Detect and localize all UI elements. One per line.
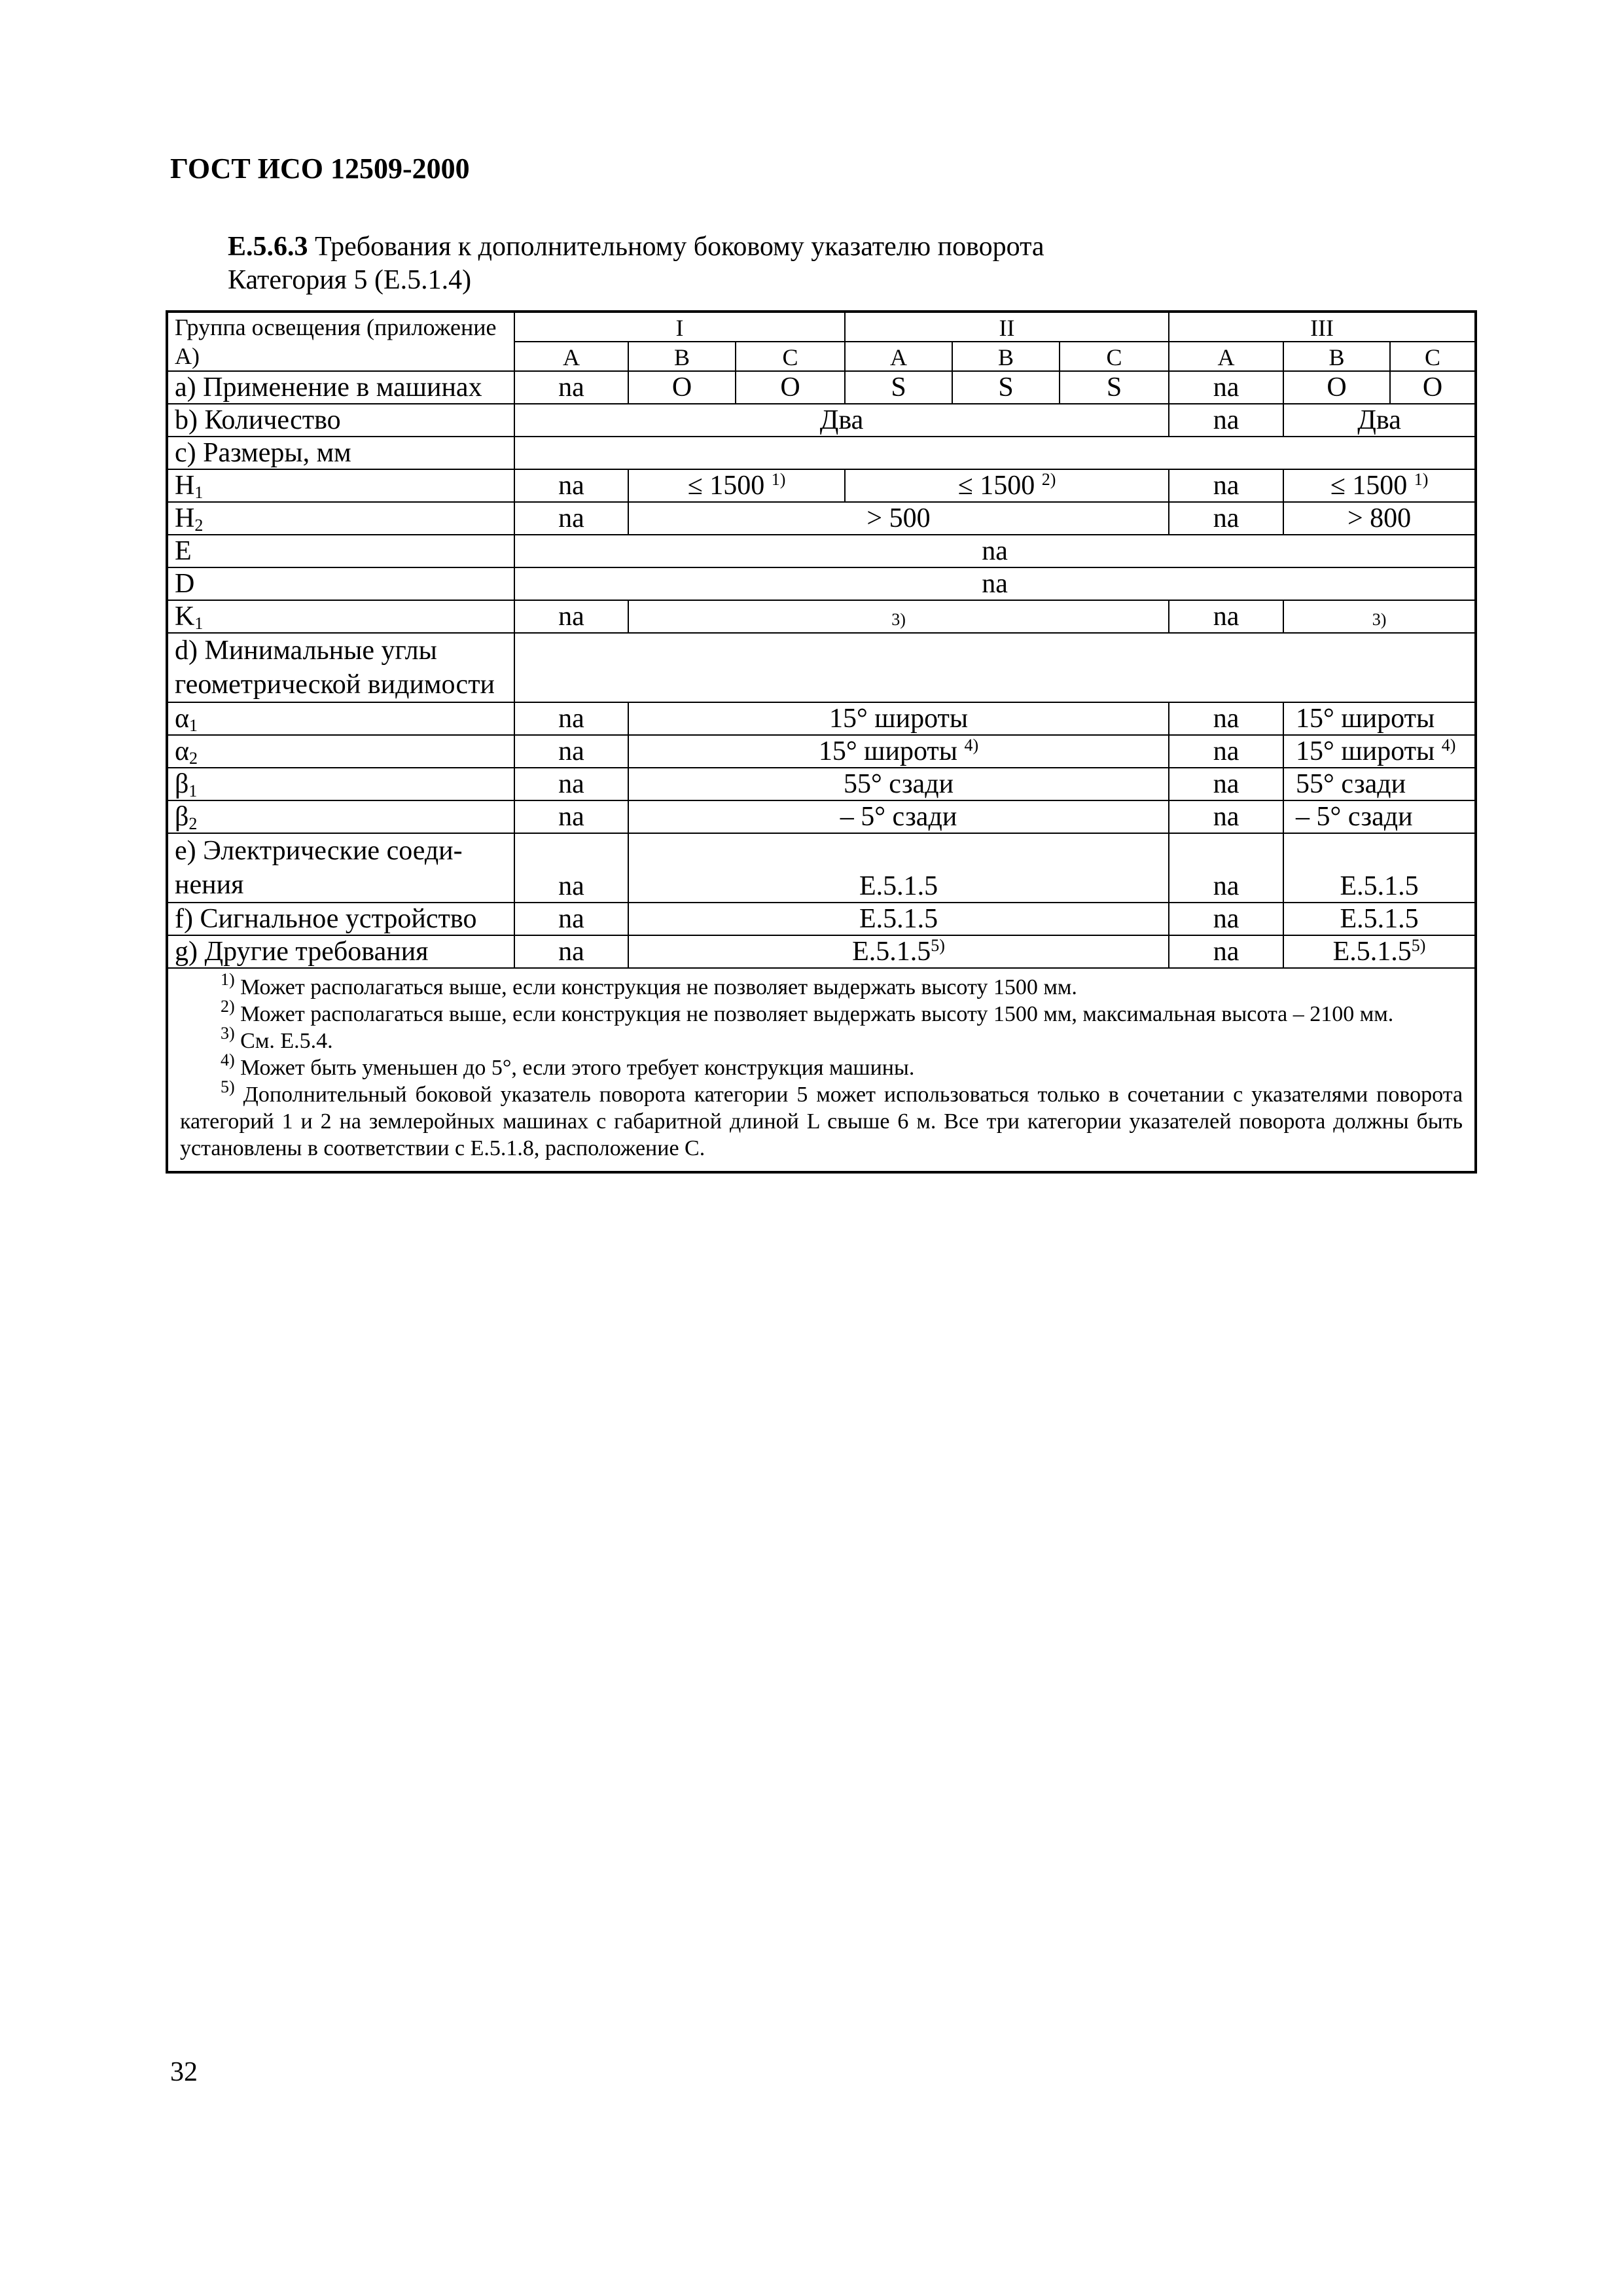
table-cell: S [845, 371, 952, 404]
label-text: H [175, 471, 195, 501]
table-cell: na [514, 903, 628, 935]
row-label [167, 768, 514, 800]
table-cell-empty [514, 633, 1476, 702]
table-cell: 15° широты [628, 702, 1169, 735]
footnotes-cell [167, 968, 1476, 1172]
table-cell: na [514, 371, 628, 404]
table-cell: E.5.1.5 [628, 833, 1169, 903]
row-label [167, 469, 514, 502]
label-text: H [175, 503, 195, 533]
table-cell [628, 469, 845, 502]
table-cell: na [514, 833, 628, 903]
footnote-text: Может располагаться выше, если конструкция не позволяет выдержать высоту 1500 мм. [240, 975, 1077, 999]
row-other [167, 935, 1476, 968]
subgroup-header: C [736, 342, 845, 371]
table-cell: O [1283, 371, 1390, 404]
table-cell: na [1169, 903, 1283, 935]
row-label [167, 800, 514, 833]
table-cell: na [514, 735, 628, 768]
table-cell: na [514, 469, 628, 502]
label-subscript: 1 [189, 716, 198, 735]
label-text: α [175, 736, 190, 766]
table-cell: E.5.1.5 [628, 903, 1169, 935]
table-cell: Два [514, 404, 1169, 437]
footnote [180, 970, 1463, 1001]
section-heading [228, 230, 1044, 263]
row-label: d) Минимальные углы геометрической видимости [167, 633, 514, 702]
footnote-mark: 5) [221, 1077, 235, 1096]
document-header: ГОСТ ИСО 12509-2000 [170, 152, 470, 185]
table-cell: na [514, 935, 628, 968]
row-e [167, 535, 1476, 567]
footnote-text: Может располагаться выше, если конструкция не позволяет выдержать высоту 1500 мм, максимальная высота – 2100 мм. [240, 1002, 1394, 1026]
label-subscript: 2 [188, 814, 198, 833]
cell-value: 15° широты [818, 736, 957, 766]
table-cell [1283, 735, 1476, 768]
footnote-mark: 3) [221, 1024, 235, 1043]
row-alpha1 [167, 702, 1476, 735]
table-cell: S [952, 371, 1060, 404]
row-label [167, 600, 514, 633]
footnote [180, 1024, 1463, 1054]
cell-value: 15° широты [1296, 736, 1435, 766]
label-text: β [175, 802, 189, 832]
table-cell [628, 735, 1169, 768]
table-cell: na [1169, 935, 1283, 968]
table-cell [1283, 600, 1476, 633]
label-text: β [175, 769, 189, 799]
subgroup-header: C [1060, 342, 1169, 371]
table-cell: O [1390, 371, 1476, 404]
table-cell: S [1060, 371, 1169, 404]
table-cell: na [1169, 800, 1283, 833]
table-cell: na [1169, 404, 1283, 437]
label-text: K [175, 601, 195, 632]
section-title: Требования к дополнительному боковому указателю поворота [315, 232, 1044, 262]
cell-value: ≤ 1500 [1330, 471, 1408, 501]
footnote-ref: 4) [1441, 736, 1456, 755]
row-beta1 [167, 768, 1476, 800]
table-cell: na [514, 768, 628, 800]
row-h2 [167, 502, 1476, 535]
row-electrical [167, 833, 1476, 903]
table-cell: na [1169, 833, 1283, 903]
row-visibility-angles [167, 633, 1476, 702]
table-cell: – 5° сзади [1283, 800, 1476, 833]
label-subscript: 1 [194, 614, 204, 633]
table-cell [628, 935, 1169, 968]
group-header-2: II [845, 312, 1169, 342]
row-label: D [167, 567, 514, 600]
table-cell: na [1169, 469, 1283, 502]
table-cell: – 5° сзади [628, 800, 1169, 833]
row-quantity [167, 404, 1476, 437]
category-line: Категория 5 (E.5.1.4) [228, 265, 472, 295]
cell-value: ≤ 1500 [687, 471, 765, 501]
row-d [167, 567, 1476, 600]
footnote-ref: 3) [1372, 610, 1387, 629]
footnote-ref: 5) [1411, 936, 1426, 955]
label-text: α [175, 704, 190, 734]
row-label: g) Другие требования [167, 935, 514, 968]
row-label: c) Размеры, мм [167, 437, 514, 469]
row-h1 [167, 469, 1476, 502]
table-cell: na [514, 800, 628, 833]
subgroup-header: B [952, 342, 1060, 371]
table-cell: na [514, 502, 628, 535]
footnote-ref: 3) [891, 610, 906, 629]
table-cell [1283, 469, 1476, 502]
row-label: a) Применение в машинах [167, 371, 514, 404]
row-label [167, 702, 514, 735]
table-cell-empty [514, 437, 1476, 469]
table-cell: O [736, 371, 845, 404]
footnote [180, 997, 1463, 1028]
table-cell [1283, 935, 1476, 968]
table-cell: na [1169, 371, 1283, 404]
table-cell: na [1169, 735, 1283, 768]
header-row-groups [167, 312, 1476, 342]
row-label [167, 502, 514, 535]
page-number: 32 [170, 2057, 198, 2087]
cell-value: E.5.1.5 [852, 937, 931, 967]
footnote [180, 1050, 1463, 1081]
row-label: f) Сигнальное устройство [167, 903, 514, 935]
table-cell: 15° широты [1283, 702, 1476, 735]
row-alpha2 [167, 735, 1476, 768]
table-cell: na [514, 702, 628, 735]
footnote-text: См. E.5.4. [240, 1029, 333, 1053]
subgroup-header: A [514, 342, 628, 371]
table-cell: na [514, 535, 1476, 567]
table-cell: na [1169, 600, 1283, 633]
footnote-mark: 1) [221, 970, 235, 989]
section-number: E.5.6.3 [228, 232, 308, 262]
table-cell: na [514, 567, 1476, 600]
footnote-ref: 5) [931, 936, 945, 955]
footnotes-row [167, 968, 1476, 1172]
cell-value: E.5.1.5 [1332, 937, 1412, 967]
footnote-ref: 4) [964, 736, 979, 755]
footnote [180, 1077, 1463, 1162]
row-label [167, 735, 514, 768]
table-cell [845, 469, 1169, 502]
row-signal [167, 903, 1476, 935]
table-cell: na [1169, 502, 1283, 535]
footnote-ref: 2) [1041, 470, 1056, 489]
table-cell: na [1169, 768, 1283, 800]
subgroup-header: B [628, 342, 736, 371]
group-header-3: III [1169, 312, 1476, 342]
row-label: b) Количество [167, 404, 514, 437]
footnote-text: Дополнительный боковой указатель поворота категории 5 может использоваться только в сочетании с указателями поворота категорий 1 и 2 на землеройных машинах с габаритной длиной L свыше 6 м. Все три категории указателей поворота должны быть установлены в соответствии с E.5.1.8, расположение C. [180, 1083, 1463, 1160]
table-cell: na [514, 600, 628, 633]
label-subscript: 2 [189, 749, 198, 768]
table-cell [628, 600, 1169, 633]
subgroup-header: B [1283, 342, 1390, 371]
row-label: E [167, 535, 514, 567]
row-application [167, 371, 1476, 404]
table-cell: E.5.1.5 [1283, 833, 1476, 903]
row-dimensions [167, 437, 1476, 469]
footnote-ref: 1) [1414, 470, 1429, 489]
row-beta2 [167, 800, 1476, 833]
table-cell: 55° сзади [1283, 768, 1476, 800]
table-cell: > 500 [628, 502, 1169, 535]
footnote-mark: 4) [221, 1050, 235, 1069]
subgroup-header: A [845, 342, 952, 371]
table-cell: na [1169, 702, 1283, 735]
footnote-text: Может быть уменьшен до 5°, если этого требует конструкция машины. [240, 1056, 915, 1080]
label-subscript: 1 [188, 781, 198, 800]
cell-value: ≤ 1500 [957, 471, 1035, 501]
footnote-ref: 1) [771, 470, 786, 489]
label-subscript: 2 [194, 516, 204, 535]
table-cell: O [628, 371, 736, 404]
group-header-1: I [514, 312, 845, 342]
table-cell: E.5.1.5 [1283, 903, 1476, 935]
footnote-mark: 2) [221, 997, 235, 1016]
subgroup-header: A [1169, 342, 1283, 371]
table-cell: > 800 [1283, 502, 1476, 535]
table-cell: 55° сзади [628, 768, 1169, 800]
label-subscript: 1 [194, 483, 204, 502]
subgroup-header: C [1390, 342, 1476, 371]
requirements-table [166, 310, 1477, 1174]
row-label: e) Электрические соеди-нения [167, 833, 514, 903]
row-k1 [167, 600, 1476, 633]
group-label-cell: Группа освещения (приложение А) [167, 312, 514, 371]
table-cell: Два [1283, 404, 1476, 437]
